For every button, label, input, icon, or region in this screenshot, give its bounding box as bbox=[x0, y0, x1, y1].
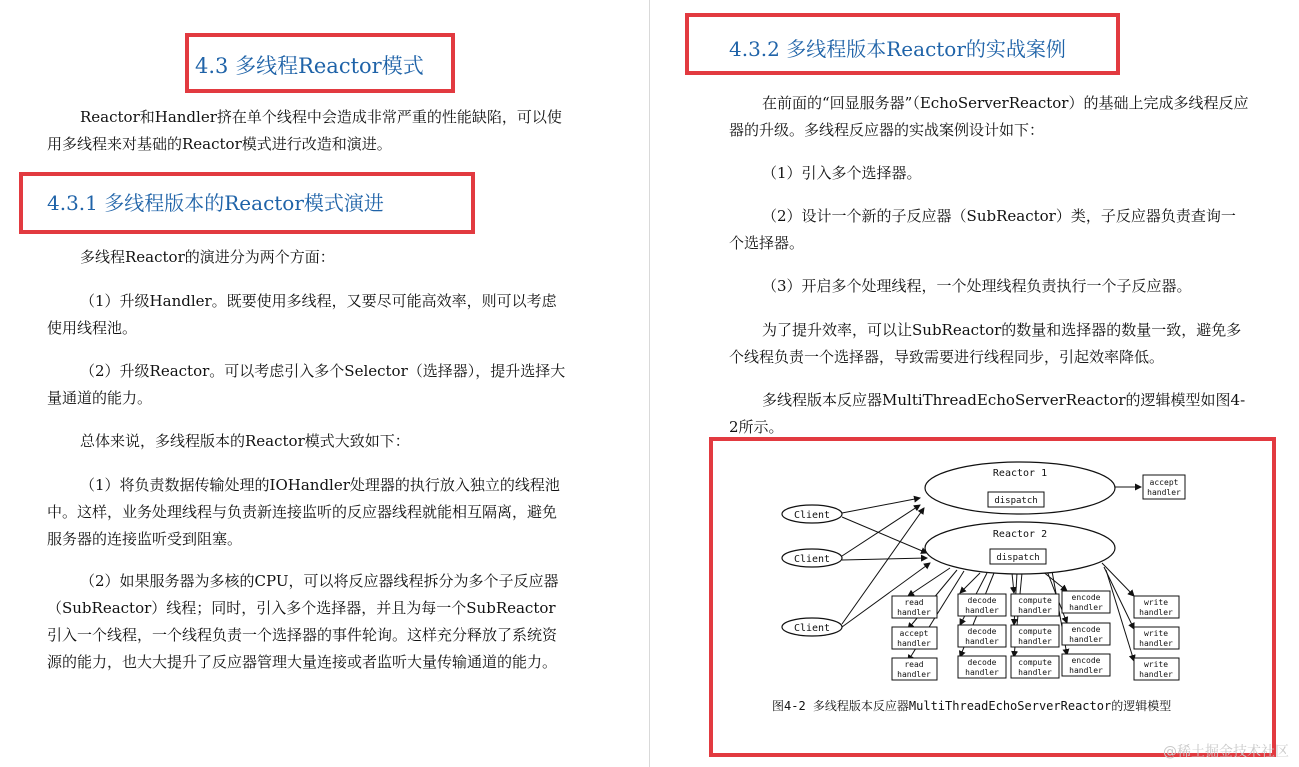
handler-label: handler bbox=[965, 606, 999, 615]
paragraph: 多线程Reactor的演进分为两个方面： bbox=[80, 248, 335, 266]
encode-label: encode bbox=[1071, 625, 1101, 634]
section-heading-4-3-1: 4.3.1 多线程版本的Reactor模式演进 bbox=[47, 191, 384, 215]
handler-label: handler bbox=[1069, 635, 1103, 644]
highlight-box bbox=[19, 172, 475, 234]
paragraph: （2）升级Reactor。可以考虑引入多个Selector（选择器），提升选择大量通道的能力。 bbox=[47, 362, 566, 407]
paragraph: （2）如果服务器为多核的CPU，可以将反应器线程拆分为多个子反应器（SubReactor）线程；同时，引入多个选择器，并且为每一个SubReactor引入一个线程，一个线程负责一个选择器的事件轮询。这样充分释放了系统资源的能力，也大大提升了反应器管理大量连接或者监听大量传输通道的能力。 bbox=[47, 572, 559, 671]
section-heading-4-3-2: 4.3.2 多线程版本Reactor的实战案例 bbox=[729, 37, 1066, 61]
handler-label: handler bbox=[1139, 608, 1173, 617]
right-page bbox=[652, 0, 1299, 767]
paragraph: （1）将负责数据传输处理的IOHandler处理器的执行放入独立的线程池中。这样，业务处理线程与负责新连接监听的反应器线程就能相互隔离，避免服务器的连接监听受到阻塞。 bbox=[47, 476, 560, 548]
paragraph: （2）设计一个新的子反应器（SubReactor）类，子反应器负责查询一个选择器。 bbox=[729, 207, 1236, 252]
client-label: Client bbox=[793, 510, 831, 521]
read-label: read bbox=[904, 660, 924, 669]
watermark: @稀土掘金技术社区 bbox=[1163, 744, 1289, 760]
encode-label: encode bbox=[1071, 656, 1101, 665]
paragraph: 多线程版本反应器MultiThreadEchoServerReactor的逻辑模型如图4-2所示。 bbox=[729, 391, 1246, 436]
decode-label: decode bbox=[967, 627, 997, 636]
dispatch-label: dispatch bbox=[994, 496, 1038, 506]
figure-caption: 图4-2 多线程版本反应器MultiThreadEchoServerReactor的逻辑模型 bbox=[772, 699, 1172, 713]
decode-label: decode bbox=[967, 658, 997, 667]
handler-label: handler bbox=[1018, 668, 1052, 677]
left-page bbox=[0, 0, 648, 767]
intro-paragraph: Reactor和Handler挤在单个线程中会造成非常严重的性能缺陷，可以使用多线程来对基础的Reactor模式进行改造和演进。 bbox=[47, 108, 562, 153]
reactor-2-label: Reactor 2 bbox=[992, 529, 1048, 540]
reactor-diagram bbox=[712, 443, 1265, 754]
handler-label: handler bbox=[1069, 666, 1103, 675]
compute-label: compute bbox=[1018, 596, 1052, 605]
write-label: write bbox=[1143, 598, 1169, 607]
dispatch-label: dispatch bbox=[996, 553, 1040, 563]
paragraph: （3）开启多个处理线程，一个处理线程负责执行一个子反应器。 bbox=[762, 277, 1192, 295]
section-heading-4-3: 4.3 多线程Reactor模式 bbox=[195, 54, 424, 78]
compute-label: compute bbox=[1018, 658, 1052, 667]
handler-label: handler bbox=[1139, 670, 1173, 679]
paragraph: （1）升级Handler。既要使用多线程，又要尽可能高效率，则可以考虑使用线程池。 bbox=[47, 292, 557, 337]
handler-label: handler bbox=[897, 639, 931, 648]
client-label: Client bbox=[793, 623, 831, 634]
write-label: write bbox=[1143, 629, 1169, 638]
page-divider bbox=[649, 0, 650, 767]
compute-label: compute bbox=[1018, 627, 1052, 636]
paragraph: （1）引入多个选择器。 bbox=[762, 164, 922, 182]
handler-label: handler bbox=[1018, 637, 1052, 646]
paragraph: 为了提升效率，可以让SubReactor的数量和选择器的数量一致，避免多个线程负责一个选择器，导致需要进行线程同步，引起效率降低。 bbox=[729, 321, 1242, 366]
accept-label: accept bbox=[1149, 478, 1179, 487]
highlight-box bbox=[185, 33, 455, 93]
decode-label: decode bbox=[967, 596, 997, 605]
read-label: read bbox=[904, 598, 924, 607]
accept-label: accept bbox=[899, 629, 929, 638]
handler-label: handler bbox=[897, 608, 931, 617]
handler-label: handler bbox=[1147, 488, 1181, 497]
handler-label: handler bbox=[965, 637, 999, 646]
client-label: Client bbox=[793, 554, 831, 565]
handler-label: handler bbox=[1139, 639, 1173, 648]
highlight-box bbox=[685, 13, 1120, 75]
write-label: write bbox=[1143, 660, 1169, 669]
handler-label: handler bbox=[1069, 603, 1103, 612]
handler-label: handler bbox=[1018, 606, 1052, 615]
handler-label: handler bbox=[897, 670, 931, 679]
handler-label: handler bbox=[965, 668, 999, 677]
reactor-1-label: Reactor 1 bbox=[992, 468, 1048, 479]
encode-label: encode bbox=[1071, 593, 1101, 602]
paragraph: 总体来说，多线程版本的Reactor模式大致如下： bbox=[80, 432, 410, 450]
paragraph: 在前面的“回显服务器”（EchoServerReactor）的基础上完成多线程反应器的升级。多线程反应器的实战案例设计如下： bbox=[729, 94, 1249, 139]
